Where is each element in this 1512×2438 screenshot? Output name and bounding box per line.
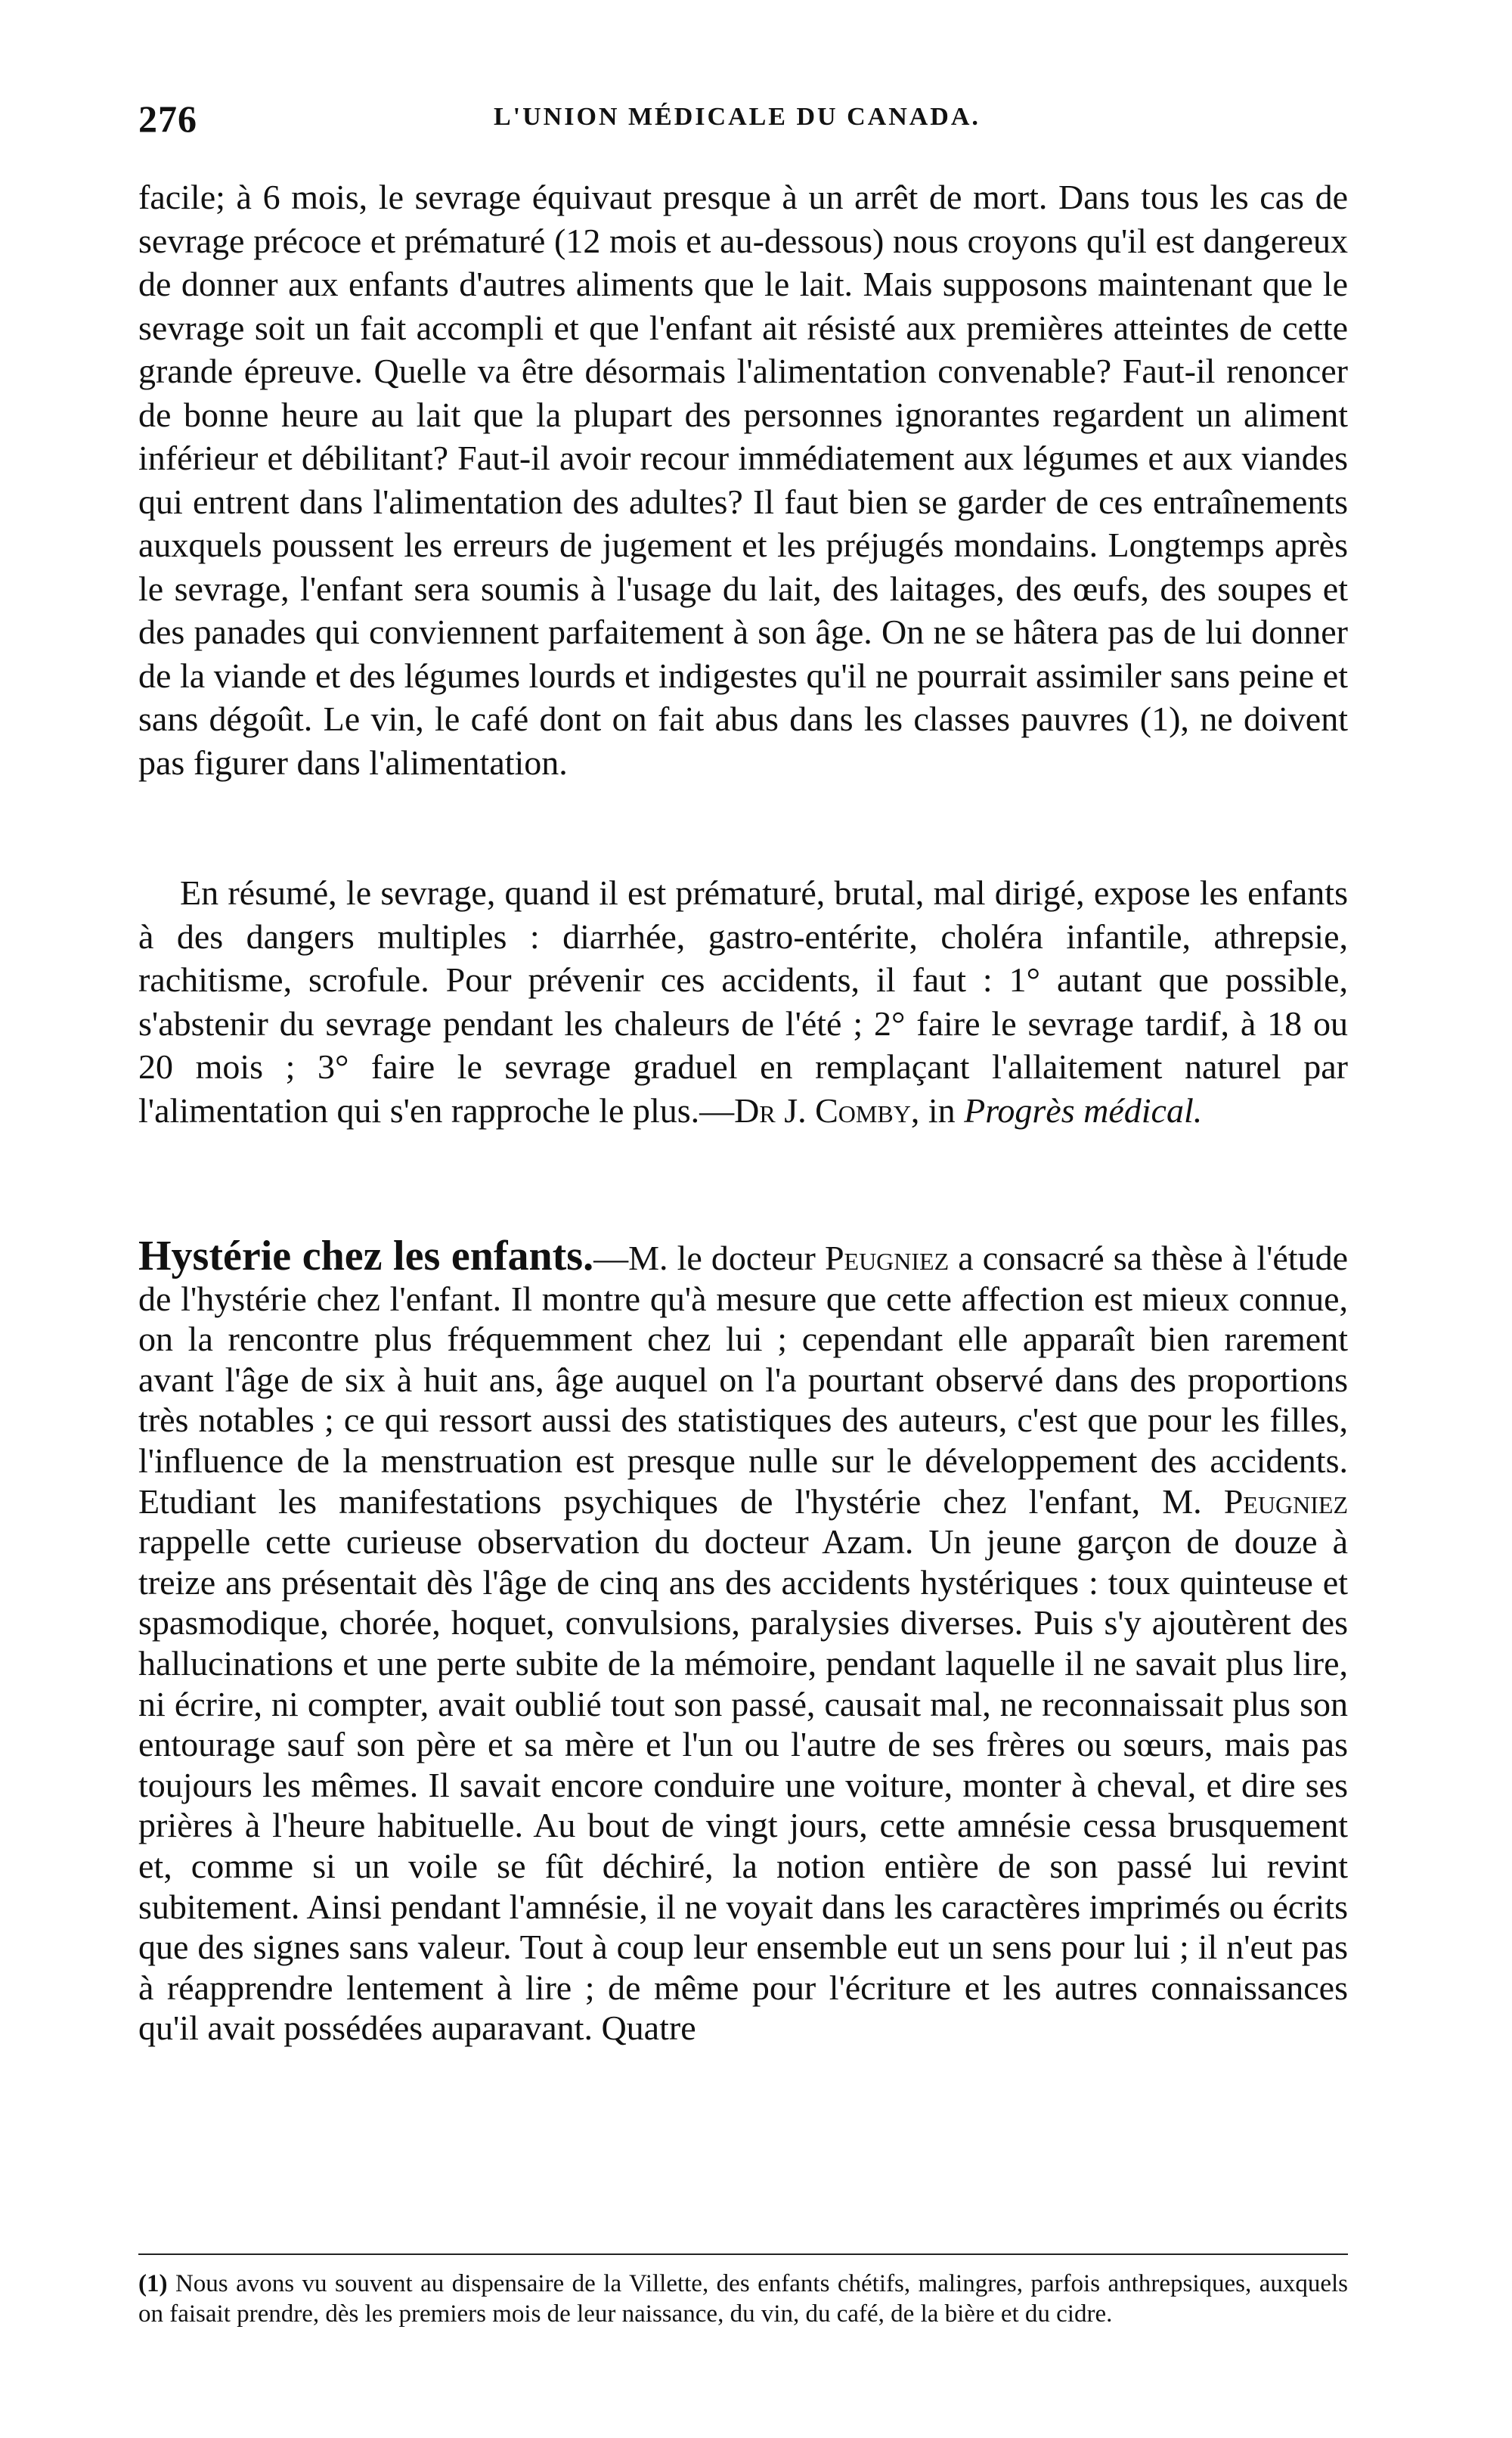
- hysterie-text-part2: rappelle cette curieuse observation du docteur Azam. Un jeune garçon de douze à treize ans présentait dès l'âge de cinq ans des accidents hystériques : toux quinteuse et spasmodique, chorée, hoquet, convulsions, paralysies diverses. Puis s'y ajoutèrent des hallucinations et une perte subite de la mémoire, pendant laquelle il ne savait plus lire, ni écrire, ni compter, avait oublié tout son passé, causait mal, ne reconnaissait plus son entourage sauf son père et sa mère et l'un ou l'autre de ses frères ou sœurs, mais pas toujours les mêmes. Il savait encore conduire une voiture, monter à cheval, et dire ses prières à l'heure habituelle. Au bout de vingt jours, cette amnésie cessa brusquement et, comme si un voile se fût déchiré, la notion entière de son passé lui revint subitement. Ainsi pendant l'amnésie, il ne voyait dans les caractères imprimés ou écrits que des signes sans valeur. Tout à coup leur ensemble eut un sens pour lui ; il n'eut pas à réapprendre lentement à lire ; de même pour l'écriture et les autres connaissances qu'il avait possédées auparavant. Quatre: [138, 1522, 1348, 2048]
- source-prefix: , in: [910, 1090, 965, 1130]
- paragraph-resume-sevrage: [138, 871, 1348, 1132]
- section-title-hysterie: Hystérie chez les enfants.: [138, 1233, 594, 1279]
- running-title: L'UNION MÉDICALE DU CANADA.: [494, 103, 981, 131]
- footnote: [138, 2269, 1348, 2329]
- author-peugniez: Peugniez: [824, 1239, 950, 1277]
- paragraph-resume-text: En résumé, le sevrage, quand il est prématuré, brutal, mal dirigé, expose les enfants à des dangers multiples : diarrhée, gastro-entérite, choléra infantile, athrepsie, rachitisme, scrofule. Pour prévenir ces accidents, il faut : 1° autant que possible, s'abstenir du sevrage pendant les chaleurs de l'été ; 2° faire le sevrage tardif, à 18 ou 20 mois ; 3° faire le sevrage graduel en remplaçant l'allaitement naturel par l'alimentation qui s'en rapproche le plus.—: [138, 873, 1348, 1130]
- paragraph-hysterie: [138, 1233, 1349, 2049]
- source-progres-medical: Progrès médical.: [964, 1090, 1203, 1130]
- author-peugniez-second: Peugniez: [1223, 1481, 1348, 1521]
- page-number: 276: [138, 98, 197, 140]
- hysterie-lead: —M. le docteur: [593, 1239, 825, 1277]
- footnote-divider: [138, 2253, 1348, 2255]
- footnote-mark: (1): [138, 2270, 168, 2297]
- author-comby: Dr J. Comby: [734, 1090, 911, 1130]
- footnote-text: Nous avons vu souvent au dispensaire de la Villette, des enfants chétifs, malingres, parfois anthrepsiques, auxquels on faisait prendre, dès les premiers mois de leur naissance, du vin, du café, de la bière et du cidre.: [138, 2270, 1348, 2328]
- paragraph-sevrage-alimentation: facile; à 6 mois, le sevrage équivaut presque à un arrêt de mort. Dans tous les cas de sevrage précoce et prématuré (12 mois et au-dessous) nous croyons qu'il est dangereux de donner aux enfants d'autres aliments que le lait. Mais supposons maintenant que le sevrage soit un fait accompli et que l'enfant ait résisté aux premières atteintes de cette grande épreuve. Quelle va être désormais l'alimentation convenable? Faut-il renoncer de bonne heure au lait que la plupart des personnes ignorantes regardent un aliment inférieur et débilitant? Faut-il avoir recour immédiatement aux légumes et aux viandes qui entrent dans l'alimentation des adultes? Il faut bien se garder de ces entraînements auxquels poussent les erreurs de jugement et les préjugés mondains. Longtemps après le sevrage, l'enfant sera soumis à l'usage du lait, des laitages, des œufs, des soupes et des panades qui conviennent parfaitement à son âge. On ne se hâtera pas de lui donner de la viande et des légumes lourds et indigestes qu'il ne pourrait assimiler sans peine et sans dégoût. Le vin, le café dont on fait abus dans les classes pauvres (1), ne doivent pas figurer dans l'alimentation.: [138, 178, 1348, 782]
- running-header: [138, 97, 1348, 150]
- hysterie-text-part1: a consacré sa thèse à l'étude de l'hystérie chez l'enfant. Il montre qu'à mesure que cette affection est mieux connue, on la rencontre plus fréquemment chez lui ; cependant elle apparaît bien rarement avant l'âge de six à huit ans, âge auquel on l'a pourtant observé dans des proportions très notables ; ce qui ressort aussi des statistiques des auteurs, c'est que pour les filles, l'influence de la menstruation est presque nulle sur le développement des accidents. Etudiant les manifestations psychiques de l'hystérie chez l'enfant, M.: [138, 1239, 1349, 1521]
